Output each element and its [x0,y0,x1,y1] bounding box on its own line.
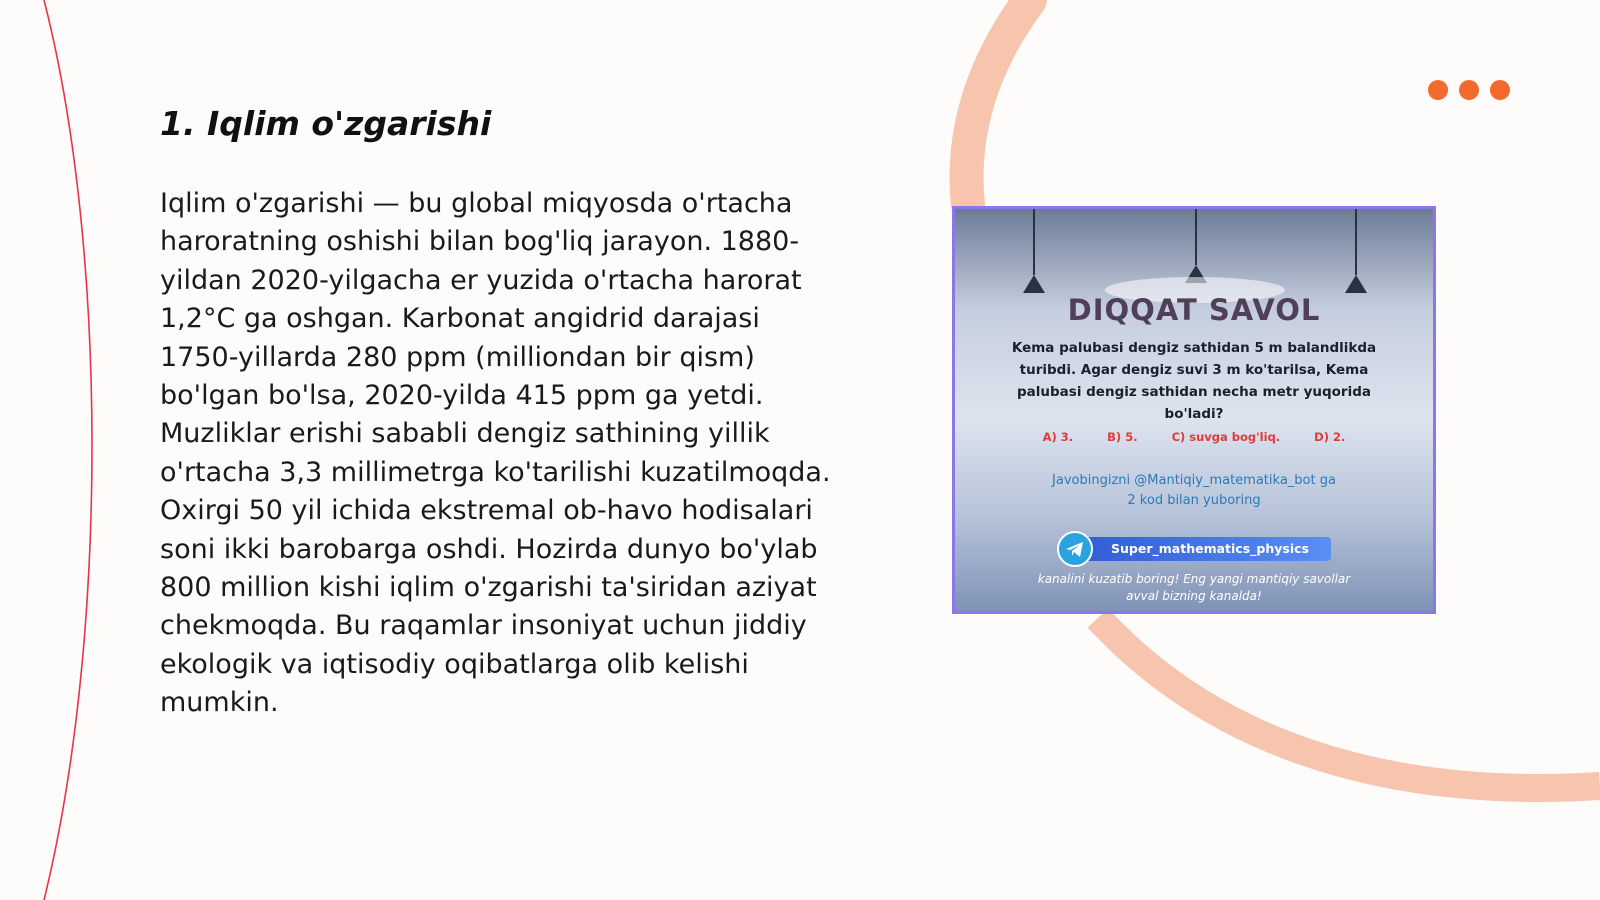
decorative-curve [44,0,92,900]
quiz-image [952,206,1436,614]
quiz-option: D) 2. [1314,430,1346,444]
quiz-option: B) 5. [1107,430,1138,444]
slide-body-text: Iqlim o'zgarishi — bu global miqyosda o'rtacha haroratning oshishi bilan bog'liq jarayon. 1880-yildan 2020-yilgacha er yuzida o'rtacha harorat 1,2°C ga oshgan. Karbonat angidrid darajasi 1750-yillarda 280 ppm (milliondan bir qism) bo'lgan bo'lsa, 2020-yilda 415 ppm ga yetdi. Muzliklar erishi sababli dengiz sathining yillik o'rtacha 3,3 millimetrga ko'tarilishi kuzatilmoqda. Oxirgi 50 yil ichida ekstremal ob-havo hodisalari soni ikki barobarga oshdi. Hozirda dunyo bo'ylab 800 million kishi iqlim o'zgarishi ta'siridan aziyat chekmoqda. Bu raqamlar insoniyat uchun jiddiy ekologik va iqtisodiy oqibatlarga olib kelishi mumkin. [160,188,831,719]
quiz-title: DIQQAT SAVOL [1067,293,1321,327]
footer-line: avval bizning kanalda! [1126,589,1262,603]
dot-icon [1490,80,1510,100]
dot-icon [1459,80,1479,100]
quiz-footer [1001,571,1387,605]
footer-line: kanalini kuzatib boring! Eng yangi mantiqiy savollar [1037,572,1351,586]
telegram-icon [1057,531,1093,567]
channel-badge: Super_mathematics_physics [1069,537,1331,561]
telegram-plane-glyph [1059,533,1091,565]
slide-title: 1. Iqlim o'zgarishi [160,104,492,143]
answer-line: Javobingizni @Mantiqiy_matematika_bot ga [1052,473,1336,488]
spotlight-cable [1355,209,1357,275]
spotlight-icon [1023,275,1045,293]
spotlight-cable [1195,209,1197,265]
dots-menu [1428,80,1510,100]
answer-line: 2 kod bilan yuboring [1127,493,1261,508]
quiz-options [955,430,1433,444]
dot-icon [1428,80,1448,100]
spotlight-cable [1033,209,1035,275]
decorative-ring-bottom [1098,618,1600,788]
quiz-option: A) 3. [1042,430,1074,444]
decorative-ring-top [967,0,1030,205]
quiz-answer-instructions [1011,471,1377,511]
spotlight-icon [1345,275,1367,293]
quiz-question: Kema palubasi dengiz sathidan 5 m balandlikda turibdi. Agar dengiz suvi 3 m ko'tarilsa, Kema palubasi dengiz sathidan necha metr yuqorida bo'ladi? [1011,340,1377,422]
quiz-option: C) suvga bog'liq. [1171,430,1281,444]
